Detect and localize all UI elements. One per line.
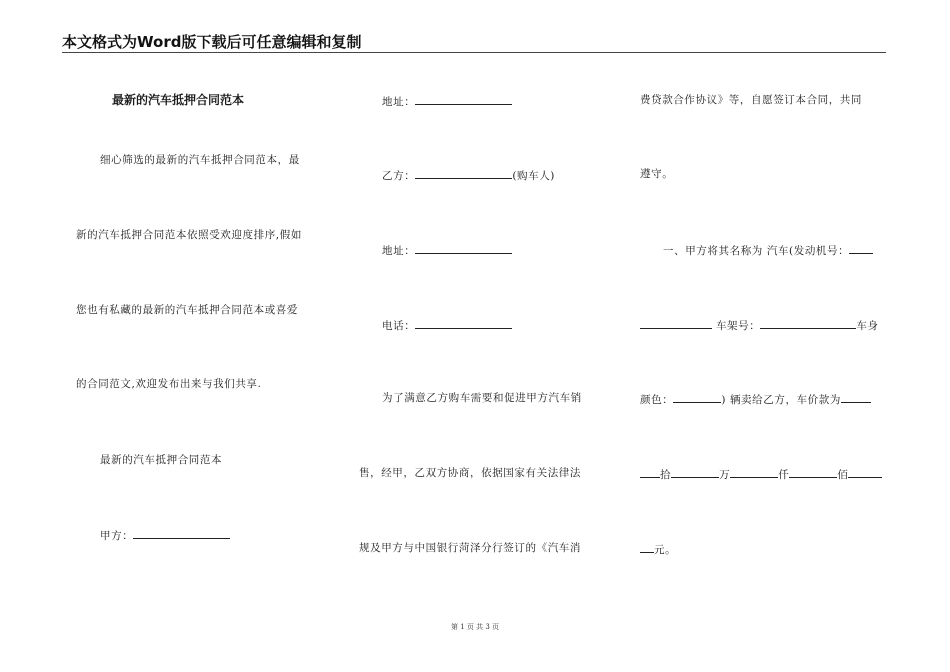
address-blank-1: [415, 93, 512, 105]
unit-yuan: 元。: [654, 544, 677, 556]
purpose-line-3: 规及甲方与中国银行菏泽分行签订的《汽车消: [359, 542, 581, 554]
color-label: 颜色：: [640, 394, 674, 406]
agreement-line-1: 费贷款合作协议》等，自愿签订本合同，共同: [640, 94, 862, 106]
amount-blank-end: [640, 541, 654, 553]
phone-blank: [415, 317, 512, 329]
middle-column: [359, 0, 609, 672]
amount-end-row: [640, 541, 676, 557]
purpose-line-2: 售，经甲，乙双方协商，依据国家有关法律法: [359, 467, 581, 479]
intro-line-1: 细心筛选的最新的汽车抵押合同范本，最: [100, 154, 300, 166]
phone-row: [382, 317, 512, 333]
contract-subtitle: 最新的汽车抵押合同范本: [100, 454, 223, 466]
amount-blank-1: [671, 466, 719, 478]
engine-number-blank-cont: [640, 317, 712, 329]
color-blank: [673, 391, 721, 403]
sale-text: ) 辆卖给乙方，车价款为: [721, 394, 841, 406]
unit-wan: 万: [719, 469, 731, 481]
unit-qian: 仟: [778, 469, 790, 481]
clause-one-line-3: [640, 391, 871, 407]
price-blank: [841, 391, 871, 403]
frame-number-label: 车架号：: [712, 320, 761, 332]
party-b-suffix: (购车人): [512, 170, 556, 182]
agreement-line-2: 遵守。: [640, 168, 674, 180]
left-column: [76, 0, 326, 672]
intro-line-3: 您也有私藏的最新的汽车抵押合同范本或喜爱: [76, 304, 298, 316]
document-title: 最新的汽车抵押合同范本: [112, 93, 245, 107]
page-footer: 第 1 页 共 3 页: [450, 623, 500, 631]
amount-blank-4: [848, 466, 882, 478]
right-column: [640, 0, 890, 672]
party-b-blank: [415, 167, 512, 179]
amount-row: [640, 466, 882, 482]
amount-blank-lead: [640, 466, 660, 478]
intro-line-2: 新的汽车抵押合同范本依照受欢迎度排序,假如: [76, 229, 302, 241]
address-label-1: 地址：: [382, 96, 416, 108]
engine-number-blank: [849, 242, 873, 254]
party-b-row: [382, 167, 555, 183]
intro-line-4: 的合同范文,欢迎发布出来与我们共享.: [76, 378, 262, 390]
party-a-label: 甲方：: [100, 530, 134, 542]
amount-blank-3: [789, 466, 837, 478]
party-a-row: [100, 527, 230, 543]
address-row-1: [382, 93, 512, 109]
clause-one-text: 一、甲方将其名称为 汽车(发动机号：: [663, 245, 850, 257]
party-b-label: 乙方：: [382, 170, 416, 182]
party-a-blank: [133, 527, 230, 539]
document-header: 本文格式为Word版下载后可任意编辑和复制: [62, 33, 362, 51]
address-blank-2: [415, 242, 512, 254]
amount-blank-2: [730, 466, 778, 478]
address-row-2: [382, 242, 512, 258]
clause-one-line-1: [663, 242, 873, 258]
unit-shi: 拾: [660, 469, 672, 481]
body-label: 车身: [856, 320, 879, 332]
unit-bai: 佰: [837, 469, 849, 481]
purpose-line-1: 为了满意乙方购车需要和促进甲方汽车销: [382, 392, 582, 404]
phone-label: 电话：: [382, 320, 416, 332]
address-label-2: 地址：: [382, 245, 416, 257]
frame-number-blank: [760, 317, 856, 329]
clause-one-line-2: [640, 317, 879, 333]
